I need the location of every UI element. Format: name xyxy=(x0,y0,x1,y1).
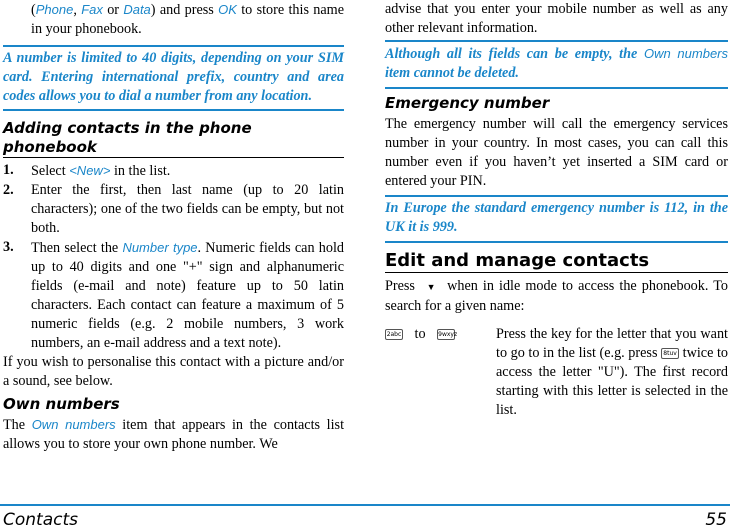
data-option: Data xyxy=(123,2,151,17)
key-8-icon: 8tuv xyxy=(661,348,679,359)
new-option: <New> xyxy=(69,163,111,178)
step-text: Select <New> in the list. xyxy=(31,163,171,179)
own-numbers-option: Own numbers xyxy=(643,46,729,61)
number-type-option: Number type xyxy=(122,240,198,255)
note-rule xyxy=(385,40,728,42)
nav-down-icon: ▼ xyxy=(426,282,436,292)
step-text: Enter the first, then last name (up to 20 latin characters); one of the two fields can be empty, but not both. xyxy=(31,182,344,236)
note-rule xyxy=(3,109,344,111)
step-number: 1. xyxy=(3,162,14,178)
own-numbers-note: Although all its fields can be empty, the Own numbers item cannot be deleted. xyxy=(385,46,729,81)
steps-list xyxy=(3,161,344,353)
search-paragraph: Press the key for the letter that you want to go to in the list (e.g. press 8tuv twice to access the letter "U"). The first record starting with this letter is selected in the list. xyxy=(496,326,728,418)
to-label: to xyxy=(414,326,426,342)
left-column xyxy=(3,0,344,454)
fax-option: Fax xyxy=(81,2,103,17)
note-rule xyxy=(3,45,344,47)
right-column xyxy=(385,0,728,420)
list-item xyxy=(3,161,344,181)
edit-manage-heading: Edit and manage contacts xyxy=(385,251,728,273)
key-range xyxy=(385,325,496,420)
step-number: 2. xyxy=(3,182,14,198)
sim-note: A number is limited to 40 digits, depending on your SIM card. Entering international prefix, country and area codes allows you to dial a number from any location. xyxy=(3,50,344,104)
emergency-heading: Emergency number xyxy=(385,94,550,112)
own-numbers-paragraph: The Own numbers item that appears in the contacts list allows you to store your own phone number. We xyxy=(3,417,345,452)
press-paragraph: Press ▼ when in idle mode to access the phonebook. To search for a given name: xyxy=(385,278,728,314)
intro-comma: , xyxy=(73,2,82,18)
ok-option: OK xyxy=(218,2,237,17)
own-numbers-heading: Own numbers xyxy=(3,395,120,413)
key-9-icon: 9wxyz xyxy=(438,331,458,339)
emergency-note: In Europe the standard emergency number is 112, in the UK it is 999. xyxy=(385,200,728,235)
list-item xyxy=(3,238,344,353)
personalise-paragraph: If you wish to personalise this contact with a picture and/or a sound, see below. xyxy=(3,354,344,389)
phone-option: Phone xyxy=(35,2,74,17)
advise-paragraph: advise that you enter your mobile number as well as any other relevant information. xyxy=(385,1,728,36)
own-numbers-option: Own numbers xyxy=(31,417,116,432)
note-rule xyxy=(385,87,728,89)
list-item xyxy=(3,181,344,238)
section-title: Contacts xyxy=(3,510,78,530)
note-rule xyxy=(385,241,728,243)
intro-mid: ) and press xyxy=(150,2,219,18)
intro-rest: to store this name in your phonebook. xyxy=(31,2,344,37)
search-instructions xyxy=(385,325,728,420)
intro-paragraph xyxy=(3,0,344,39)
adding-contacts-heading: Adding contacts in the phone phonebook xyxy=(3,119,344,158)
footer-rule xyxy=(0,504,730,506)
page-number: 55 xyxy=(705,510,727,530)
key-2-icon: 2abc xyxy=(386,331,402,339)
intro-open: ( xyxy=(31,2,36,18)
intro-or: or xyxy=(102,2,124,18)
step-text: Then select the Number type. Numeric fields can hold up to 40 digits and one "+" sign and alphanumeric fields (e-mail and note) feature up to 50 latin characters. Each contact can feature a maximum of 5 numeric fields (e.g. 2 mobile numbers, 3 work numbers, an e-mail address and a text note). xyxy=(31,240,345,351)
page-footer xyxy=(0,504,730,529)
emergency-paragraph: The emergency number will call the emergency services number in your country. In most cases, you can call this number even if you haven’t yet inserted a SIM card or entered your PIN. xyxy=(385,116,728,189)
step-number: 3. xyxy=(3,239,14,255)
note-rule xyxy=(385,195,728,197)
